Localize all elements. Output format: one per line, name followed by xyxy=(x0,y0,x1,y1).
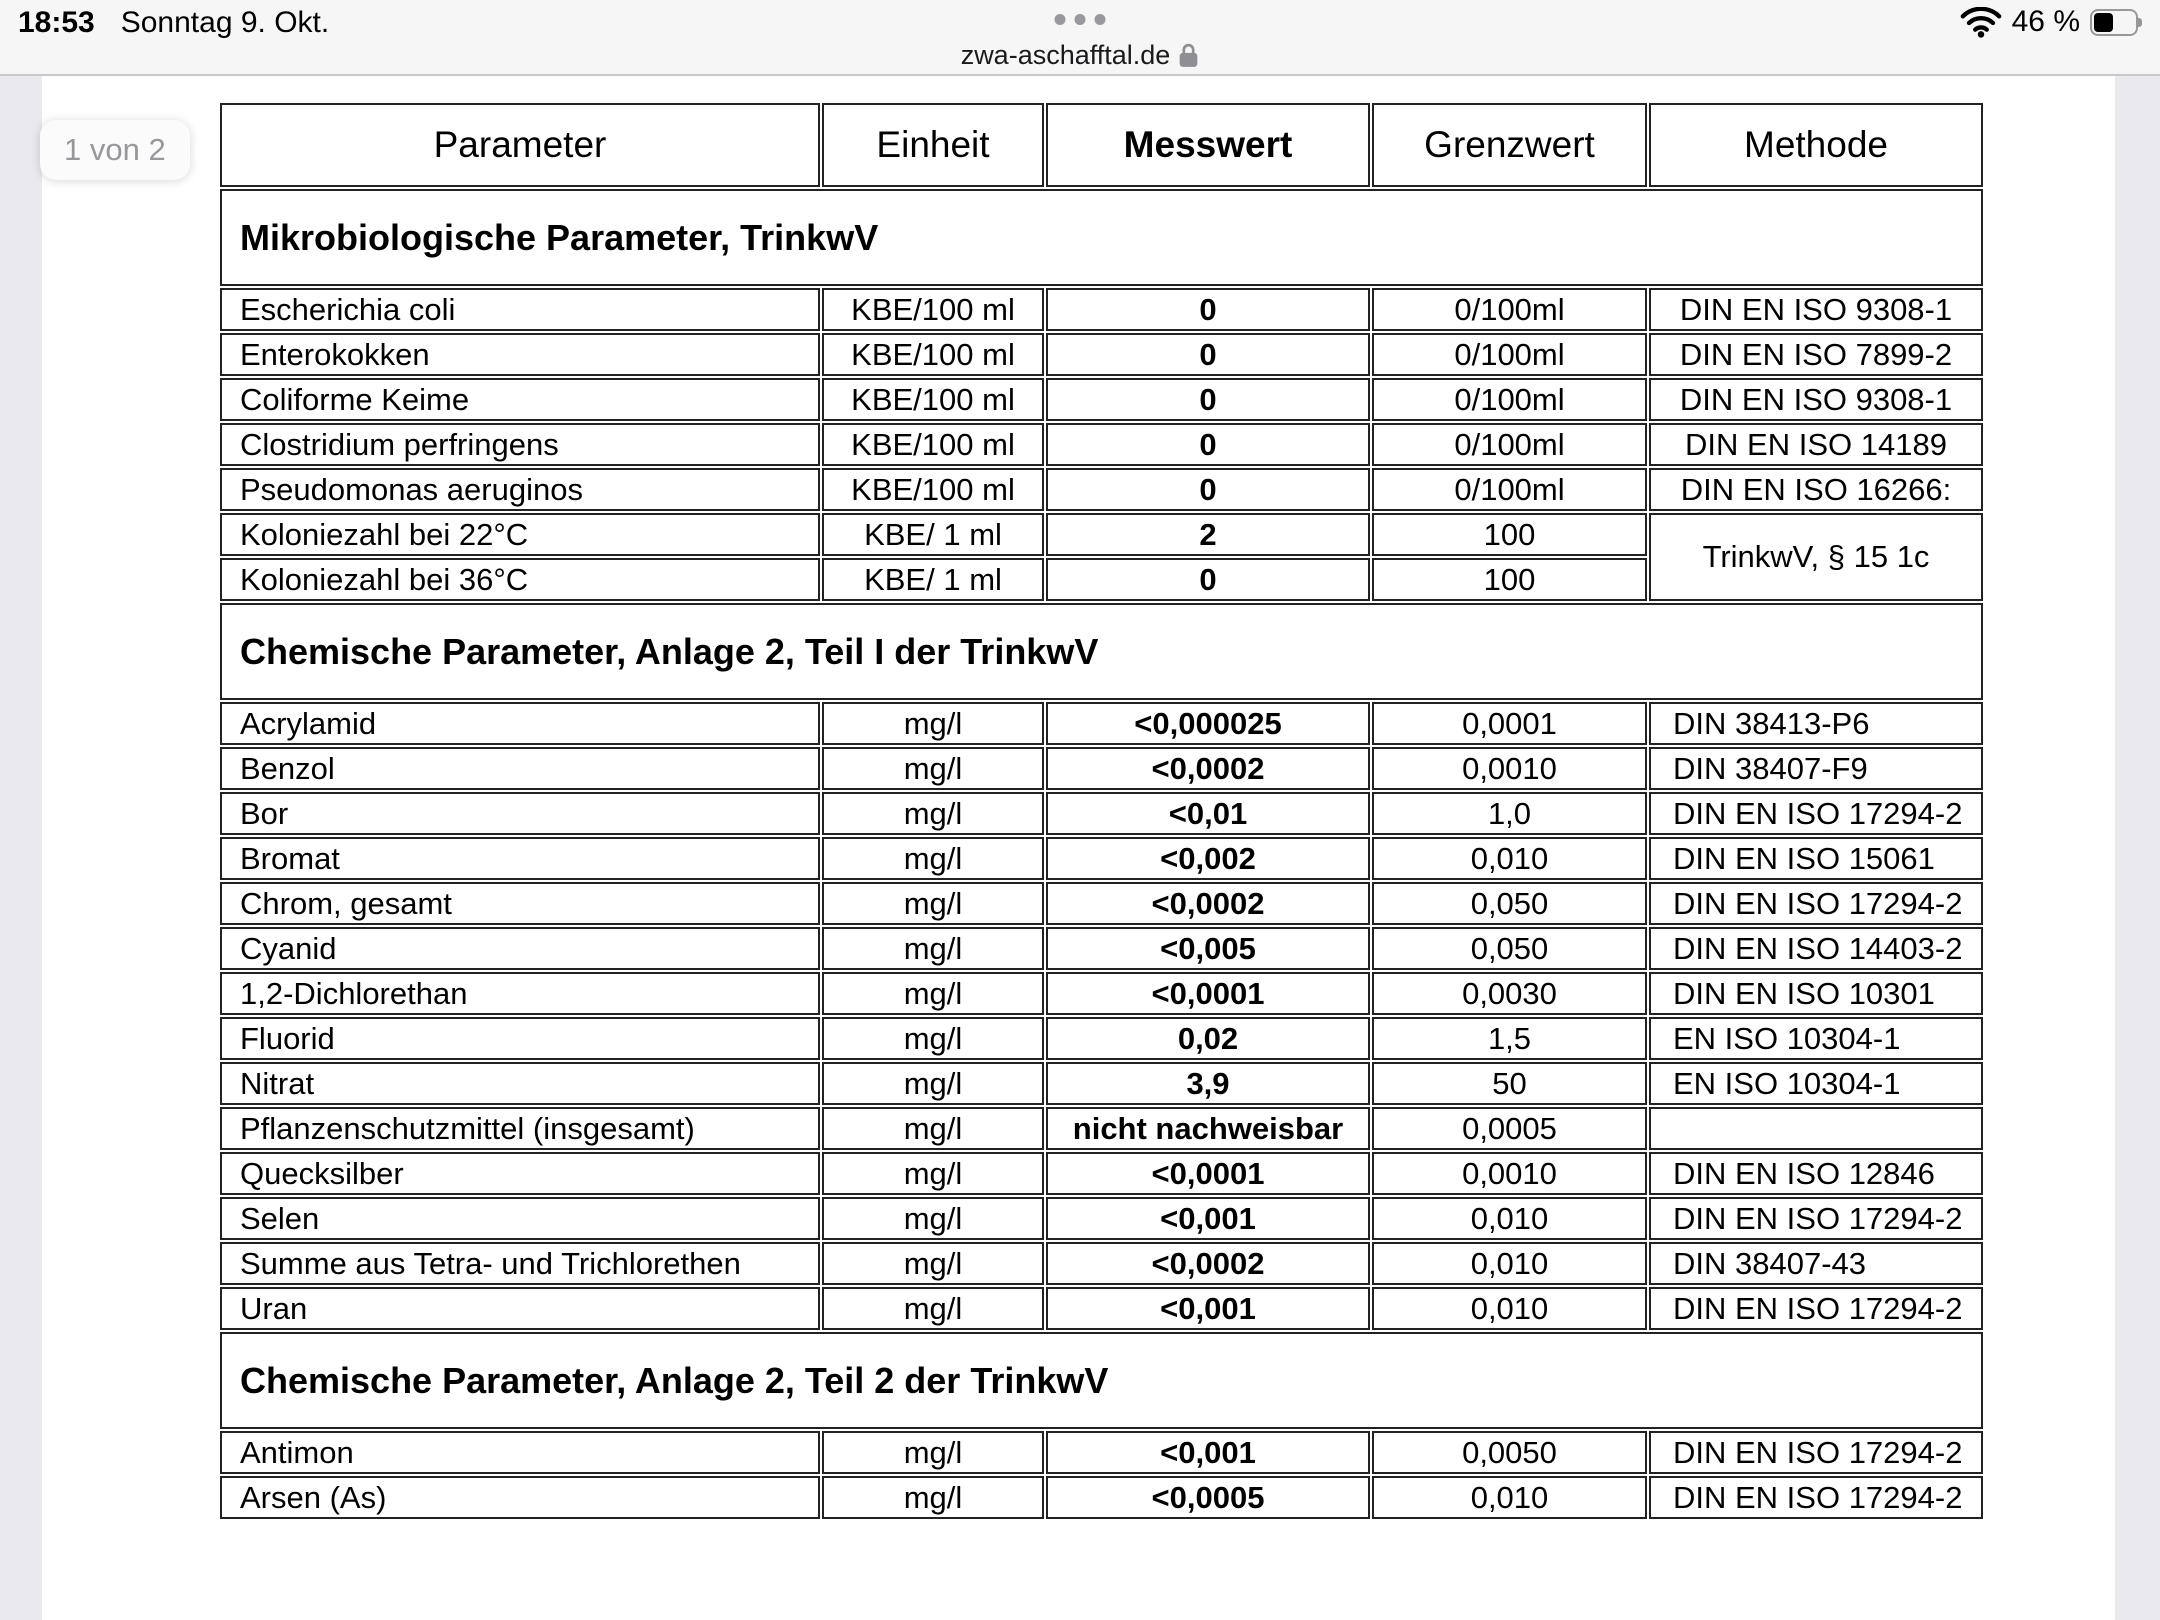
cell-grenzwert: 0/100ml xyxy=(1372,378,1647,421)
table-row xyxy=(220,1062,1983,1105)
dot-icon xyxy=(1055,14,1066,25)
cell-methode: DIN EN ISO 17294-2 xyxy=(1649,1197,1983,1240)
cell-parameter: Pflanzenschutzmittel (insgesamt) xyxy=(220,1107,820,1150)
cell-grenzwert: 0,010 xyxy=(1372,1476,1647,1519)
cell-grenzwert: 0,0001 xyxy=(1372,702,1647,745)
table-row xyxy=(220,288,1983,331)
cell-parameter: Arsen (As) xyxy=(220,1476,820,1519)
cell-methode: DIN EN ISO 12846 xyxy=(1649,1152,1983,1195)
table-row xyxy=(220,882,1983,925)
cell-einheit: mg/l xyxy=(822,927,1044,970)
cell-messwert: nicht nachweisbar xyxy=(1046,1107,1370,1150)
cell-einheit: KBE/100 ml xyxy=(822,288,1044,331)
cell-messwert: 0,02 xyxy=(1046,1017,1370,1060)
cell-parameter: Summe aus Tetra- und Trichlorethen xyxy=(220,1242,820,1285)
cell-messwert: 3,9 xyxy=(1046,1062,1370,1105)
cell-methode: DIN EN ISO 16266: xyxy=(1649,468,1983,511)
cell-einheit: mg/l xyxy=(822,1287,1044,1330)
cell-parameter: Koloniezahl bei 36°C xyxy=(220,558,820,601)
date: Sonntag 9. Okt. xyxy=(120,6,330,39)
status-right xyxy=(1960,5,2144,39)
cell-messwert: 0 xyxy=(1046,423,1370,466)
cell-einheit: mg/l xyxy=(822,1152,1044,1195)
cell-einheit: mg/l xyxy=(822,747,1044,790)
cell-methode: DIN 38407-F9 xyxy=(1649,747,1983,790)
cell-parameter: Nitrat xyxy=(220,1062,820,1105)
cell-methode: DIN 38413-P6 xyxy=(1649,702,1983,745)
cell-methode: DIN EN ISO 9308-1 xyxy=(1649,288,1983,331)
section-row xyxy=(220,189,1983,286)
page-indicator: 1 von 2 xyxy=(40,120,190,180)
cell-parameter: Escherichia coli xyxy=(220,288,820,331)
table-row xyxy=(220,513,1983,556)
cell-einheit: KBE/100 ml xyxy=(822,423,1044,466)
cell-einheit: KBE/100 ml xyxy=(822,333,1044,376)
dot-icon xyxy=(1075,14,1086,25)
cell-parameter: Koloniezahl bei 22°C xyxy=(220,513,820,556)
cell-parameter: Antimon xyxy=(220,1431,820,1474)
table-row xyxy=(220,333,1983,376)
table-row xyxy=(220,747,1983,790)
water-analysis-table xyxy=(218,101,1985,1521)
cell-grenzwert: 0/100ml xyxy=(1372,333,1647,376)
cell-messwert: <0,001 xyxy=(1046,1197,1370,1240)
cell-parameter: Quecksilber xyxy=(220,1152,820,1195)
cell-grenzwert: 0,0030 xyxy=(1372,972,1647,1015)
battery-nub xyxy=(2138,18,2142,27)
cell-messwert: 0 xyxy=(1046,288,1370,331)
cell-grenzwert: 0,0050 xyxy=(1372,1431,1647,1474)
table-body xyxy=(220,189,1983,1519)
table-row xyxy=(220,1017,1983,1060)
cell-methode: DIN EN ISO 15061 xyxy=(1649,837,1983,880)
cell-messwert: 0 xyxy=(1046,333,1370,376)
cell-methode: DIN EN ISO 14189 xyxy=(1649,423,1983,466)
column-header-messwert: Messwert xyxy=(1046,103,1370,187)
cell-messwert: <0,0002 xyxy=(1046,1242,1370,1285)
cell-einheit: mg/l xyxy=(822,702,1044,745)
table-row xyxy=(220,1242,1983,1285)
table-row xyxy=(220,468,1983,511)
column-header-parameter: Parameter xyxy=(220,103,820,187)
cell-methode xyxy=(1649,1107,1983,1150)
lock-icon xyxy=(1178,42,1199,69)
cell-parameter: Benzol xyxy=(220,747,820,790)
table-row xyxy=(220,1287,1983,1330)
cell-methode: DIN EN ISO 17294-2 xyxy=(1649,792,1983,835)
clock: 18:53 xyxy=(18,6,95,39)
cell-einheit: KBE/100 ml xyxy=(822,468,1044,511)
cell-grenzwert: 0,0010 xyxy=(1372,1152,1647,1195)
cell-messwert: <0,0001 xyxy=(1046,1152,1370,1195)
dot-icon xyxy=(1095,14,1106,25)
cell-einheit: mg/l xyxy=(822,1107,1044,1150)
cell-parameter: Clostridium perfringens xyxy=(220,423,820,466)
cell-methode: EN ISO 10304-1 xyxy=(1649,1062,1983,1105)
table-row xyxy=(220,1107,1983,1150)
wifi-icon xyxy=(1960,7,2002,38)
section-row xyxy=(220,603,1983,700)
cell-messwert: <0,002 xyxy=(1046,837,1370,880)
table-row xyxy=(220,1476,1983,1519)
cell-grenzwert: 0/100ml xyxy=(1372,468,1647,511)
section-title: Chemische Parameter, Anlage 2, Teil 2 der TrinkwV xyxy=(220,1332,1983,1429)
cell-parameter: Fluorid xyxy=(220,1017,820,1060)
table-row xyxy=(220,1197,1983,1240)
cell-grenzwert: 0,0005 xyxy=(1372,1107,1647,1150)
cell-grenzwert: 1,5 xyxy=(1372,1017,1647,1060)
cell-messwert: <0,0005 xyxy=(1046,1476,1370,1519)
address-bar[interactable] xyxy=(0,36,2160,74)
cell-einheit: mg/l xyxy=(822,1017,1044,1060)
pdf-page xyxy=(42,76,2115,1620)
table-row xyxy=(220,792,1983,835)
cell-grenzwert: 0,010 xyxy=(1372,837,1647,880)
cell-grenzwert: 0,010 xyxy=(1372,1197,1647,1240)
cell-methode: DIN EN ISO 10301 xyxy=(1649,972,1983,1015)
cell-parameter: Chrom, gesamt xyxy=(220,882,820,925)
cell-messwert: 0 xyxy=(1046,558,1370,601)
table-row xyxy=(220,927,1983,970)
cell-messwert: <0,0002 xyxy=(1046,882,1370,925)
cell-einheit: mg/l xyxy=(822,1242,1044,1285)
cell-parameter: 1,2-Dichlorethan xyxy=(220,972,820,1015)
battery-icon xyxy=(2090,9,2144,36)
column-header-methode: Methode xyxy=(1649,103,1983,187)
cell-parameter: Pseudomonas aeruginos xyxy=(220,468,820,511)
cell-parameter: Uran xyxy=(220,1287,820,1330)
cell-methode: DIN EN ISO 17294-2 xyxy=(1649,882,1983,925)
section-title: Mikrobiologische Parameter, TrinkwV xyxy=(220,189,1983,286)
cell-messwert: <0,000025 xyxy=(1046,702,1370,745)
cell-methode: DIN EN ISO 17294-2 xyxy=(1649,1287,1983,1330)
cell-messwert: <0,0001 xyxy=(1046,972,1370,1015)
cell-messwert: <0,001 xyxy=(1046,1431,1370,1474)
cell-messwert: 2 xyxy=(1046,513,1370,556)
cell-parameter: Bor xyxy=(220,792,820,835)
cell-parameter: Enterokokken xyxy=(220,333,820,376)
cell-methode: DIN 38407-43 xyxy=(1649,1242,1983,1285)
battery-percent: 46 % xyxy=(2011,5,2080,38)
table-row xyxy=(220,423,1983,466)
section-row xyxy=(220,1332,1983,1429)
cell-messwert: 0 xyxy=(1046,378,1370,421)
cell-methode: DIN EN ISO 9308-1 xyxy=(1649,378,1983,421)
table-header-row xyxy=(220,103,1983,187)
cell-grenzwert: 100 xyxy=(1372,558,1647,601)
cell-grenzwert: 1,0 xyxy=(1372,792,1647,835)
cell-einheit: mg/l xyxy=(822,1476,1044,1519)
cell-grenzwert: 0,050 xyxy=(1372,882,1647,925)
table-row xyxy=(220,1152,1983,1195)
cell-methode: TrinkwV, § 15 1c xyxy=(1649,513,1983,601)
cell-messwert: <0,01 xyxy=(1046,792,1370,835)
battery-fill xyxy=(2094,13,2113,32)
cell-grenzwert: 0,010 xyxy=(1372,1242,1647,1285)
cell-einheit: KBE/100 ml xyxy=(822,378,1044,421)
cell-grenzwert: 0/100ml xyxy=(1372,288,1647,331)
cell-grenzwert: 0,010 xyxy=(1372,1287,1647,1330)
cell-methode: DIN EN ISO 7899-2 xyxy=(1649,333,1983,376)
cell-einheit: mg/l xyxy=(822,1062,1044,1105)
cell-parameter: Bromat xyxy=(220,837,820,880)
cell-parameter: Acrylamid xyxy=(220,702,820,745)
cell-einheit: mg/l xyxy=(822,972,1044,1015)
table-row xyxy=(220,378,1983,421)
table-row xyxy=(220,702,1983,745)
pdf-viewport[interactable] xyxy=(0,76,2160,1620)
browser-chrome xyxy=(0,0,2160,76)
table-row xyxy=(220,972,1983,1015)
cell-methode: DIN EN ISO 17294-2 xyxy=(1649,1431,1983,1474)
cell-einheit: mg/l xyxy=(822,837,1044,880)
cell-grenzwert: 0,0010 xyxy=(1372,747,1647,790)
cell-grenzwert: 0,050 xyxy=(1372,927,1647,970)
url-text[interactable]: zwa-aschafftal.de xyxy=(960,39,1171,70)
cell-methode: DIN EN ISO 17294-2 xyxy=(1649,1476,1983,1519)
cell-grenzwert: 100 xyxy=(1372,513,1647,556)
table-row xyxy=(220,1431,1983,1474)
section-title: Chemische Parameter, Anlage 2, Teil I der TrinkwV xyxy=(220,603,1983,700)
cell-einheit: KBE/ 1 ml xyxy=(822,558,1044,601)
cell-parameter: Selen xyxy=(220,1197,820,1240)
column-header-grenzwert: Grenzwert xyxy=(1372,103,1647,187)
cell-grenzwert: 50 xyxy=(1372,1062,1647,1105)
column-header-einheit: Einheit xyxy=(822,103,1044,187)
cell-einheit: mg/l xyxy=(822,1431,1044,1474)
cell-methode: DIN EN ISO 14403-2 xyxy=(1649,927,1983,970)
cell-methode: EN ISO 10304-1 xyxy=(1649,1017,1983,1060)
multitasking-dots-icon[interactable] xyxy=(1055,14,1106,25)
cell-parameter: Cyanid xyxy=(220,927,820,970)
cell-messwert: 0 xyxy=(1046,468,1370,511)
cell-einheit: KBE/ 1 ml xyxy=(822,513,1044,556)
cell-parameter: Coliforme Keime xyxy=(220,378,820,421)
cell-einheit: mg/l xyxy=(822,1197,1044,1240)
cell-messwert: <0,0002 xyxy=(1046,747,1370,790)
cell-messwert: <0,001 xyxy=(1046,1287,1370,1330)
table-row xyxy=(220,837,1983,880)
status-left xyxy=(18,6,329,40)
cell-einheit: mg/l xyxy=(822,882,1044,925)
cell-messwert: <0,005 xyxy=(1046,927,1370,970)
cell-grenzwert: 0/100ml xyxy=(1372,423,1647,466)
cell-einheit: mg/l xyxy=(822,792,1044,835)
